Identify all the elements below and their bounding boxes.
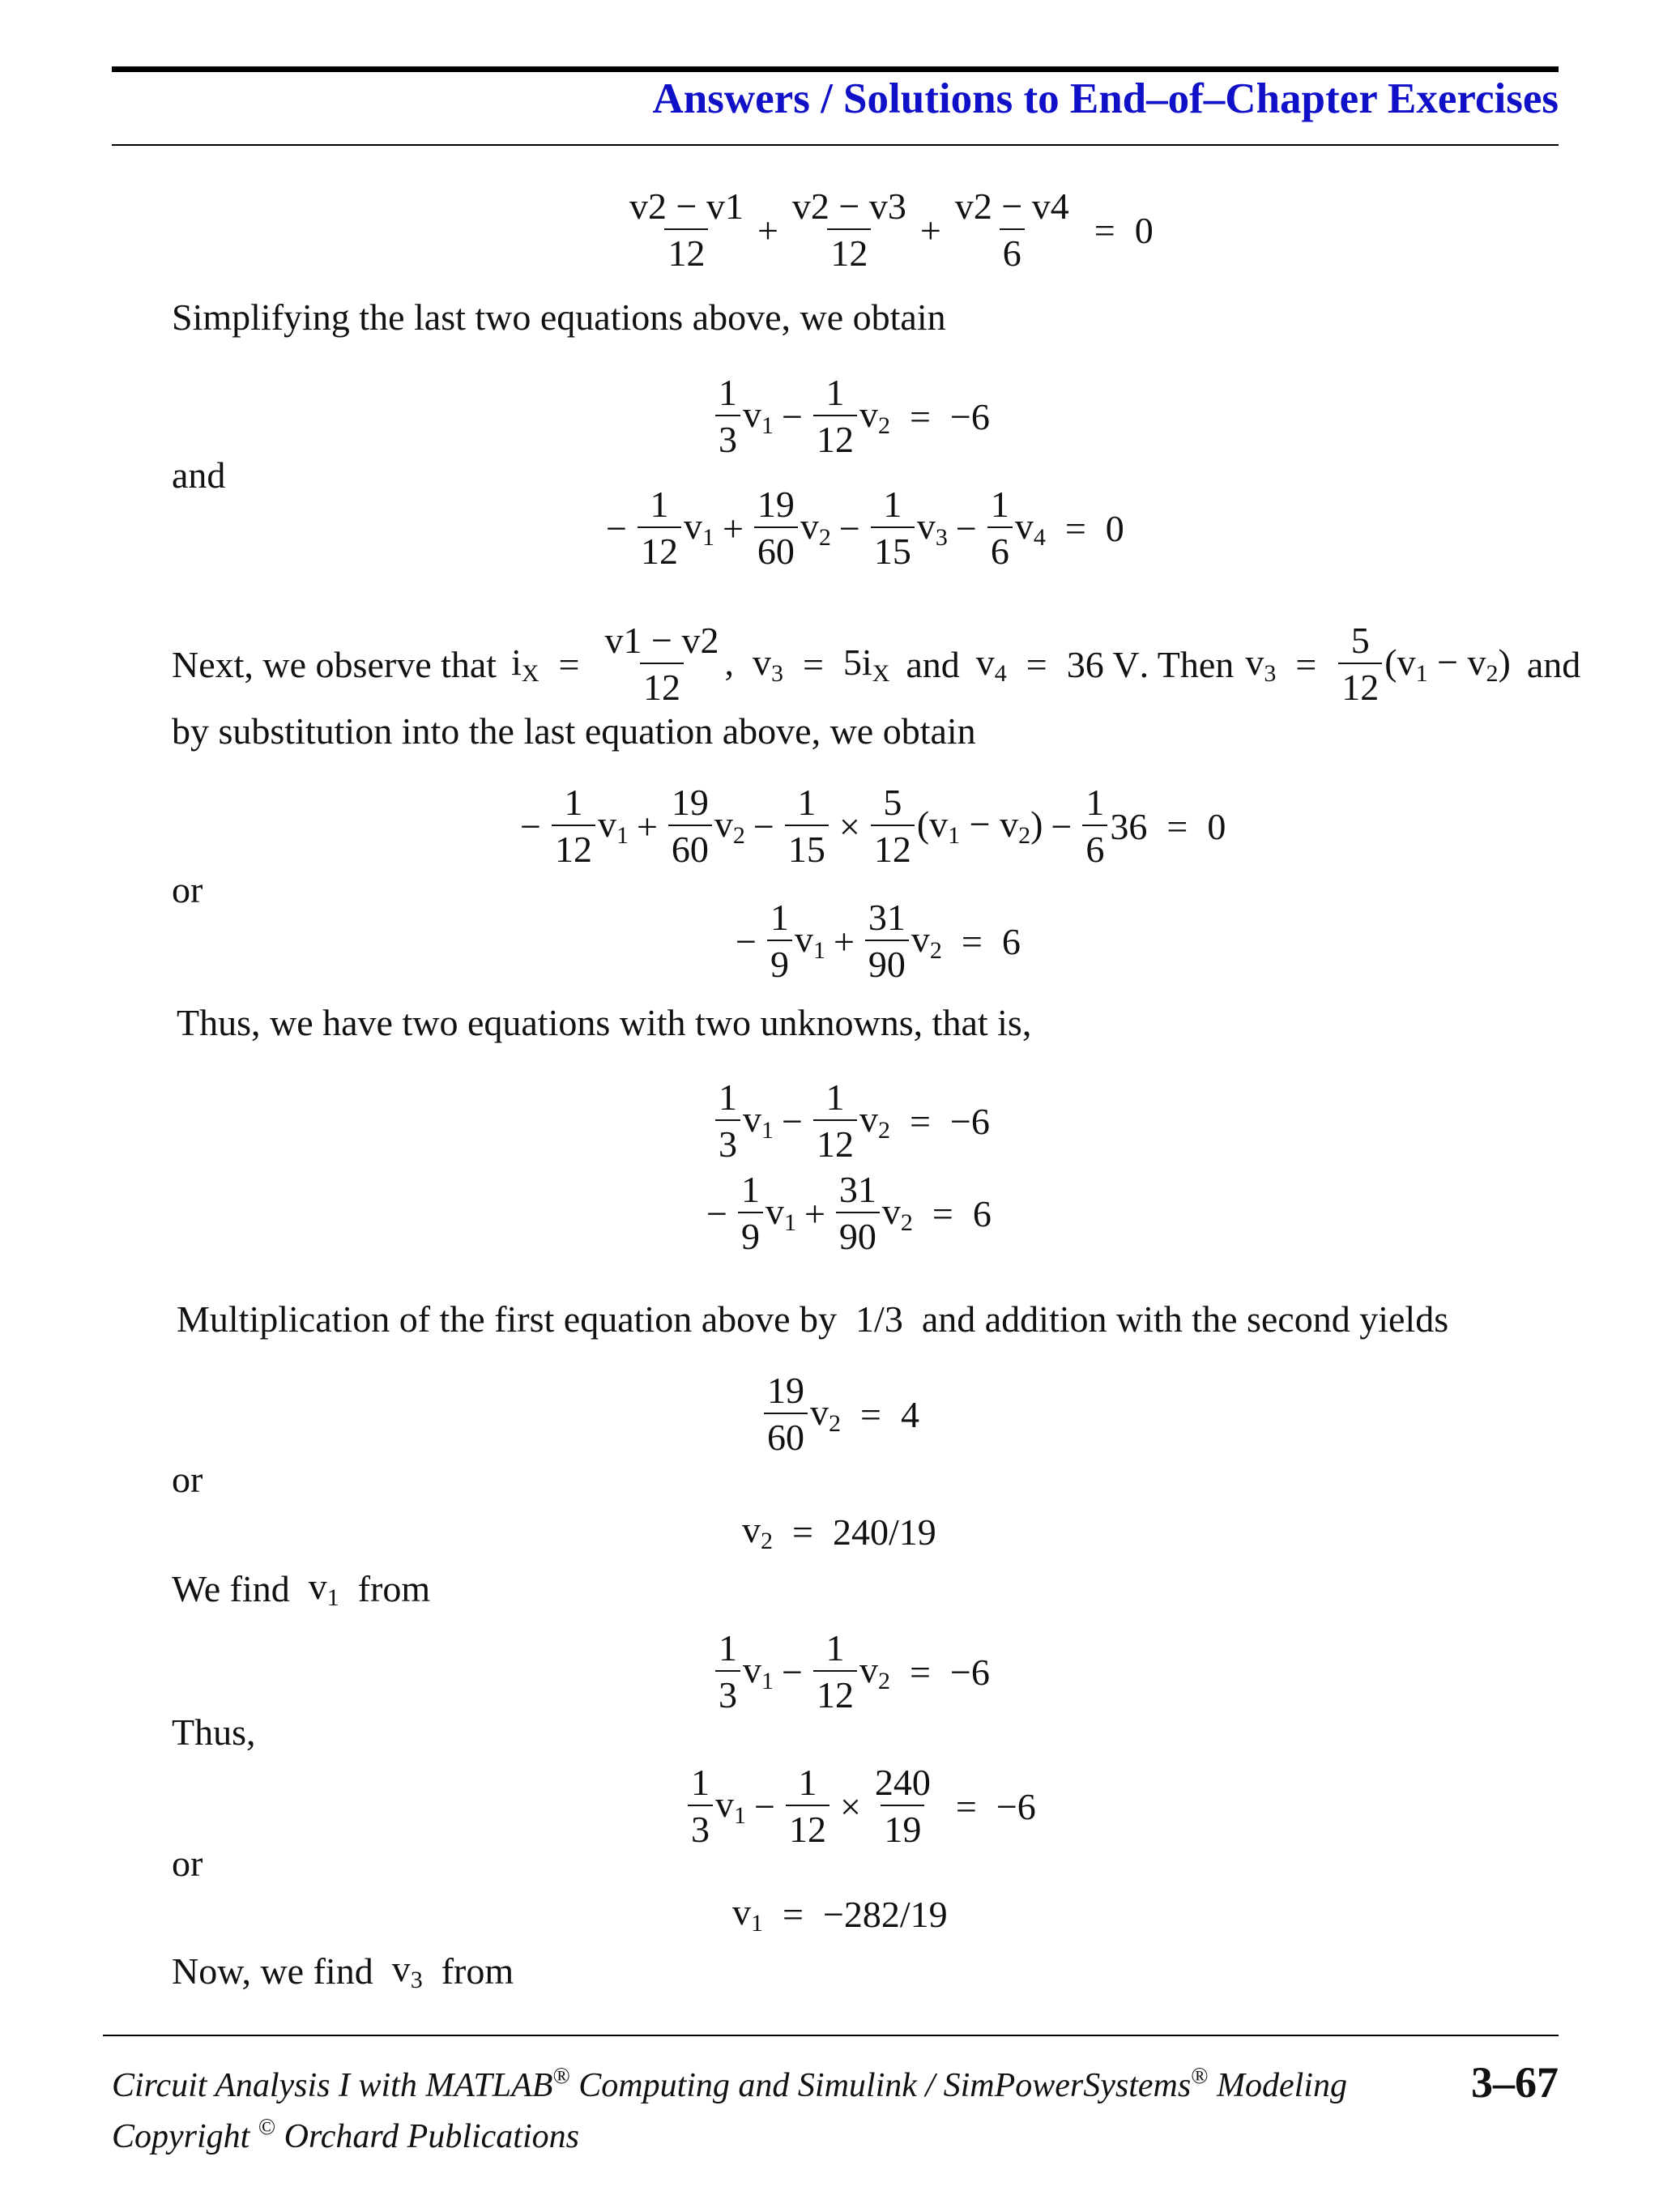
- header-rule: [112, 66, 1559, 72]
- equation-node-2: $\frac{v2 - v1}{12}$ + $\frac{v2 - v3}{12}$ + $\frac{v2 - v4}{6}$ = 0: [624, 188, 1154, 272]
- equation-simplified-1: $\frac{1}{3}$ $v_1$ − $\frac{1}{12}$ $v_2$ = −6: [713, 374, 990, 458]
- paragraph-two-unknowns: Thus, we have two equations with two unknowns, that is,: [177, 1002, 1032, 1043]
- equation-substituted: − $\frac{1}{12}$ $v_1$ + $\frac{19}{60}$ $v_2$ − $\frac{1}{15}$ × $\frac{5}{12}$ $(v_1 - v_2)$ − $\frac{1}{6}$ 36 = 0: [520, 782, 1226, 870]
- equation-v1-substitution: $\frac{1}{3}$ $v_1$ − $\frac{1}{12}$ × $\frac{240}{19}$ = −6: [685, 1764, 1036, 1848]
- equation-rhs: 0: [1134, 209, 1154, 251]
- header-divider: [112, 144, 1559, 146]
- paragraph-multiplication: Multiplication of the first equation above by 1/3 and addition with the second yields: [177, 1298, 1449, 1340]
- fraction-numerator: v2 − v4: [954, 185, 1069, 227]
- page-number: 3–67: [1471, 2058, 1559, 2107]
- fraction-numerator: v2 − v1: [629, 185, 744, 227]
- paragraph-observe: Next, we observe that $i_X$ = $\frac{v1 - v2}{12}$ , $v_3$ = $5i_X$ and $v_4$ = 36 V . Then $v_3$ = $\frac{5}{12}$ $(v_1 - v_2)$ and: [172, 620, 1581, 708]
- connector-or-3: or: [172, 1843, 203, 1884]
- paragraph-find-v3: Now, we find $v_3$ from: [172, 1948, 514, 1993]
- equation-reduced: − $\frac{1}{9}$ $v_1$ + $\frac{31}{90}$ $v_2$ = 6: [736, 897, 1021, 985]
- footer-book-title: Circuit Analysis I with MATLAB® Computing and Simulink / SimPowerSystems® Modeling: [112, 2064, 1347, 2104]
- equation-v1-result: $v_1$ = −282/19: [732, 1891, 948, 1937]
- system-equation-1: $\frac{1}{3}$ $v_1$ − $\frac{1}{12}$ $v_2$ = −6: [713, 1079, 990, 1163]
- fraction-denominator: 12: [827, 228, 871, 272]
- connector-and: and: [172, 454, 226, 496]
- equation-simplified-2: − $\frac{1}{12}$ $v_1$ + $\frac{19}{60}$ $v_2$ − $\frac{1}{15}$ $v_3$ − $\frac{1}{6}$ $v_4$ = 0: [606, 484, 1124, 572]
- paragraph-find-v1: We find $v_1$ from: [172, 1566, 431, 1611]
- footer-divider: [103, 2035, 1559, 2036]
- equation-sum: $\frac{19}{60}$ $v_2$ = 4: [761, 1372, 919, 1456]
- paragraph-simplifying: Simplifying the last two equations above, we obtain: [172, 296, 946, 338]
- system-equation-2: − $\frac{1}{9}$ $v_1$ + $\frac{31}{90}$ $v_2$ = 6: [706, 1169, 992, 1257]
- connector-or-1: or: [172, 869, 203, 910]
- fraction-numerator: v2 − v3: [791, 185, 906, 227]
- fraction-denominator: 6: [1000, 228, 1025, 272]
- connector-or-2: or: [172, 1459, 203, 1500]
- paragraph-substitution: by substitution into the last equation above, we obtain: [172, 710, 976, 752]
- connector-thus: Thus,: [172, 1711, 256, 1753]
- equation-find-v1: $\frac{1}{3}$ $v_1$ − $\frac{1}{12}$ $v_2$ = −6: [713, 1630, 990, 1714]
- equation-v2-result: $v_2$ = 240/19: [742, 1509, 936, 1554]
- footer-copyright: Copyright © Orchard Publications: [112, 2115, 579, 2155]
- header-title: Answers / Solutions to End–of–Chapter Exercises: [652, 75, 1559, 122]
- fraction-denominator: 12: [664, 228, 708, 272]
